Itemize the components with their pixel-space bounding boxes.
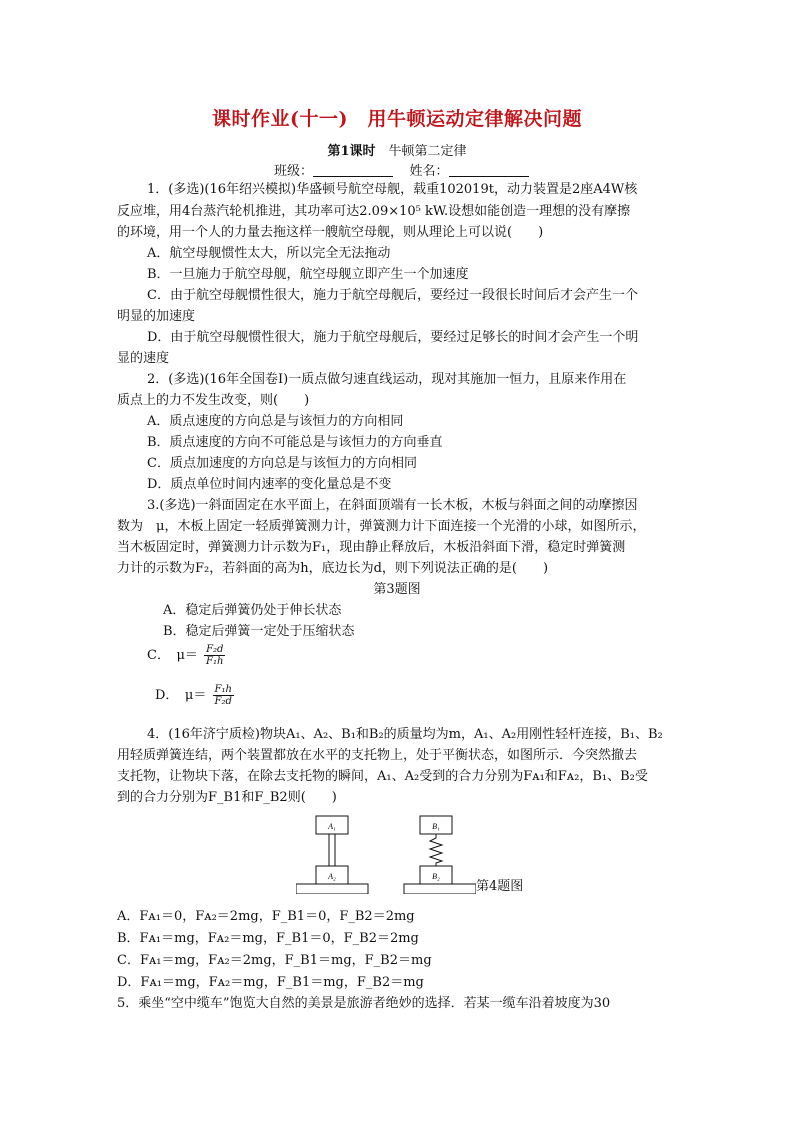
- q3-d-label: D． μ＝: [155, 688, 207, 703]
- q1-option: D．由于航空母舰惯性很大，施力于航空母舰后，要经过足够长的时间才会产生一个明: [147, 330, 639, 345]
- q5-stem: 5．乘坐“空中缆车”饱览大自然的美景是旅游者绝妙的选择．若某一缆车沿着坡度为30: [117, 996, 611, 1011]
- q3-stem: 3.(多选)一斜面固定在水平面上，在斜面顶端有一长木板，木板与斜面之间的动摩擦因: [147, 498, 638, 513]
- q4-stem: 支托物，让物块下落，在除去支托物的瞬间，A₁、A₂受到的合力分别为Fᴀ₁和Fᴀ₂，B₁、B₂受: [117, 769, 648, 784]
- right-support: [404, 884, 476, 894]
- q1-option: B．一旦施力于航空母舰，航空母舰立即产生一个加速度: [147, 267, 469, 282]
- q1-option: A．航空母舰惯性太大，所以完全无法拖动: [147, 246, 391, 261]
- fraction-denominator: F₂d: [214, 696, 232, 707]
- fig3-caption: 第3题图: [373, 582, 421, 597]
- q3-option: B．稳定后弹簧一定处于压缩状态: [163, 624, 355, 639]
- q1-option: 显的速度: [117, 351, 170, 366]
- q3-option-d: [155, 684, 234, 707]
- q3-stem: 力计的示数为F₂，若斜面的高为h，底边长为d，则下列说法正确的是( ): [117, 561, 549, 576]
- q2-option: B．质点速度的方向不可能总是与该恒力的方向垂直: [147, 435, 443, 450]
- q4-option: A．Fᴀ₁＝0，Fᴀ₂＝2mg，F_B1＝0，F_B2＝2mg: [117, 909, 415, 924]
- q4-option: C．Fᴀ₁＝mg，Fᴀ₂＝2mg，F_B1＝mg，F_B2＝mg: [117, 953, 432, 968]
- q1-stem: 反应堆，用4台蒸汽轮机推进，其功率可达2.09×10⁵ kW.设想如能创造一理想的没有摩擦: [117, 204, 631, 219]
- fraction-numerator: F₁h: [214, 684, 232, 695]
- q2-stem: 2．(多选)(16年全国卷Ⅰ)一质点做匀速直线运动，现对其施加一恒力，且原来作用在: [147, 372, 627, 387]
- q3-c-label: C． μ＝: [147, 648, 198, 663]
- fraction-denominator: F₁h: [206, 656, 224, 667]
- fraction-numerator: F₂d: [204, 644, 225, 656]
- name-label: 姓名：: [409, 164, 449, 179]
- a1-label: A₁: [328, 822, 336, 831]
- q4-stem: 用轻质弹簧连结，两个装置都放在水平的支托物上，处于平衡状态，如图所示．今突然撤去: [117, 748, 638, 763]
- lesson-number: 第1课时: [327, 144, 376, 159]
- q3-option: A．稳定后弹簧仍处于伸长状态: [163, 603, 342, 618]
- class-label: 班级：: [274, 164, 314, 179]
- q1-stem: 的环境，用一个人的力量去拖这样一艘航空母舰，则从理论上可以说( ): [117, 225, 544, 240]
- q1-option: C．由于航空母舰惯性很大，施力于航空母舰后，要经过一段很长时间后才会产生一个: [147, 288, 638, 303]
- b1-label: B₁: [432, 822, 440, 831]
- q3-stem: 当木板固定时，弹簧测力计示数为F₁，现由静止释放后，木板沿斜面下滑，稳定时弹簧测: [117, 540, 626, 555]
- student-info-row: [274, 160, 529, 179]
- q3-stem: 数为 μ，木板上固定一轻质弹簧测力计，弹簧测力计下面连接一个光滑的小球，如图所示，: [117, 519, 646, 534]
- spring: [430, 834, 442, 866]
- q4-option: D．Fᴀ₁＝mg，Fᴀ₂＝mg，F_B1＝mg，F_B2＝mg: [117, 975, 424, 990]
- a2-label: A₂: [328, 872, 336, 881]
- fig4-caption: 第4题图: [476, 879, 524, 894]
- q2-option: C．质点加速度的方向总是与该恒力的方向相同: [147, 456, 417, 471]
- q3-c-fraction: [204, 644, 225, 667]
- q2-stem: 质点上的力不发生改变，则( ): [117, 393, 310, 408]
- lesson-subtitle: [0, 140, 794, 159]
- class-blank[interactable]: [313, 164, 393, 177]
- q4-option: B．Fᴀ₁＝mg，Fᴀ₂＝mg，F_B1＝0，F_B2＝2mg: [117, 931, 419, 946]
- lesson-topic: 牛顿第二定律: [375, 144, 467, 159]
- b2-label: B₂: [432, 872, 440, 881]
- left-support: [296, 884, 368, 894]
- q3-option-c: [147, 644, 225, 667]
- q4-stem: 到的合力分别为F_B1和F_B2则( ): [117, 790, 337, 805]
- page-title: 课时作业(十一) 用牛顿运动定律解决问题: [212, 108, 582, 130]
- q2-option: D．质点单位时间内速率的变化量总是不变: [147, 477, 392, 492]
- q4-figure: [296, 814, 476, 894]
- q2-option: A．质点速度的方向总是与该恒力的方向相同: [147, 414, 404, 429]
- q4-stem: 4．(16年济宁质检)物块A₁、A₂、B₁和B₂的质量均为m，A₁、A₂用刚性轻杆连接，B₁、B₂: [147, 727, 663, 742]
- q1-option: 明显的加速度: [117, 309, 196, 324]
- q3-d-fraction: [213, 684, 234, 707]
- name-blank[interactable]: [449, 164, 529, 177]
- q1-stem: 1．(多选)(16年绍兴模拟)华盛顿号航空母舰，载重102019t，动力装置是2座A4W核: [147, 182, 638, 197]
